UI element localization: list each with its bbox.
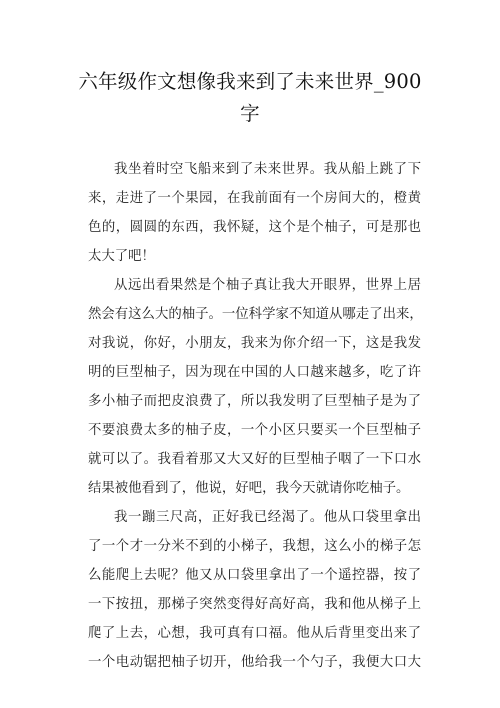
document-body (88, 155, 421, 677)
paragraph-line: 来，走进了一个果园，在我前面有一个房间大的，橙黄 (88, 191, 421, 206)
title-line-2: 字 (240, 102, 260, 125)
paragraph-line: 结果被他看到了，他说，好吧，我今天就请你吃柚子。 (88, 481, 410, 496)
paragraph-line: 了一个才一分米不到的小梯子，我想，这么小的梯子怎 (88, 539, 421, 554)
paragraph-line: 一下按扭，那梯子突然变得好高好高，我和他从梯子上 (88, 597, 421, 612)
paragraph-line: 明的巨型柚子，因为现在中国的人口越来越多，吃了许 (88, 365, 421, 380)
paragraph-line: 不要浪费太多的柚子皮，一个小区只要买一个巨型柚子 (88, 423, 421, 438)
paragraph-line: 爬了上去，心想，我可真有口福。他从后背里变出来了 (88, 626, 421, 641)
paragraph-line: 我坐着时空飞船来到了未来世界。我从船上跳了下 (114, 162, 421, 177)
paragraph-line: 一个电动锯把柚子切开，他给我一个勺子，我便大口大 (88, 655, 421, 670)
paragraph-line: 就可以了。我看着那又大又好的巨型柚子咽了一下口水 (88, 452, 421, 467)
paragraph-line: 从远出看果然是个柚子真让我大开眼界，世界上居 (114, 278, 421, 293)
paragraph-line: 对我说，你好，小朋友，我来为你介绍一下，这是我发 (88, 336, 421, 351)
title-line-1: 六年级作文想像我来到了未来世界_900 (78, 70, 422, 93)
paragraph-line: 我一蹦三尺高，正好我已经渴了。他从口袋里拿出 (114, 510, 421, 525)
paragraph-line: 么能爬上去呢？他又从口袋里拿出了一个遥控器，按了 (88, 568, 421, 583)
paragraph-line: 然会有这么大的柚子。一位科学家不知道从哪走了出来， (88, 307, 423, 322)
paragraph-line: 色的，圆圆的东西，我怀疑，这个是个柚子，可是那也 (88, 220, 421, 235)
paragraph-line: 太大了吧！ (88, 249, 155, 264)
paragraph-line: 多小柚子而把皮浪费了，所以我发明了巨型柚子是为了 (88, 394, 421, 409)
document-title (60, 66, 440, 130)
